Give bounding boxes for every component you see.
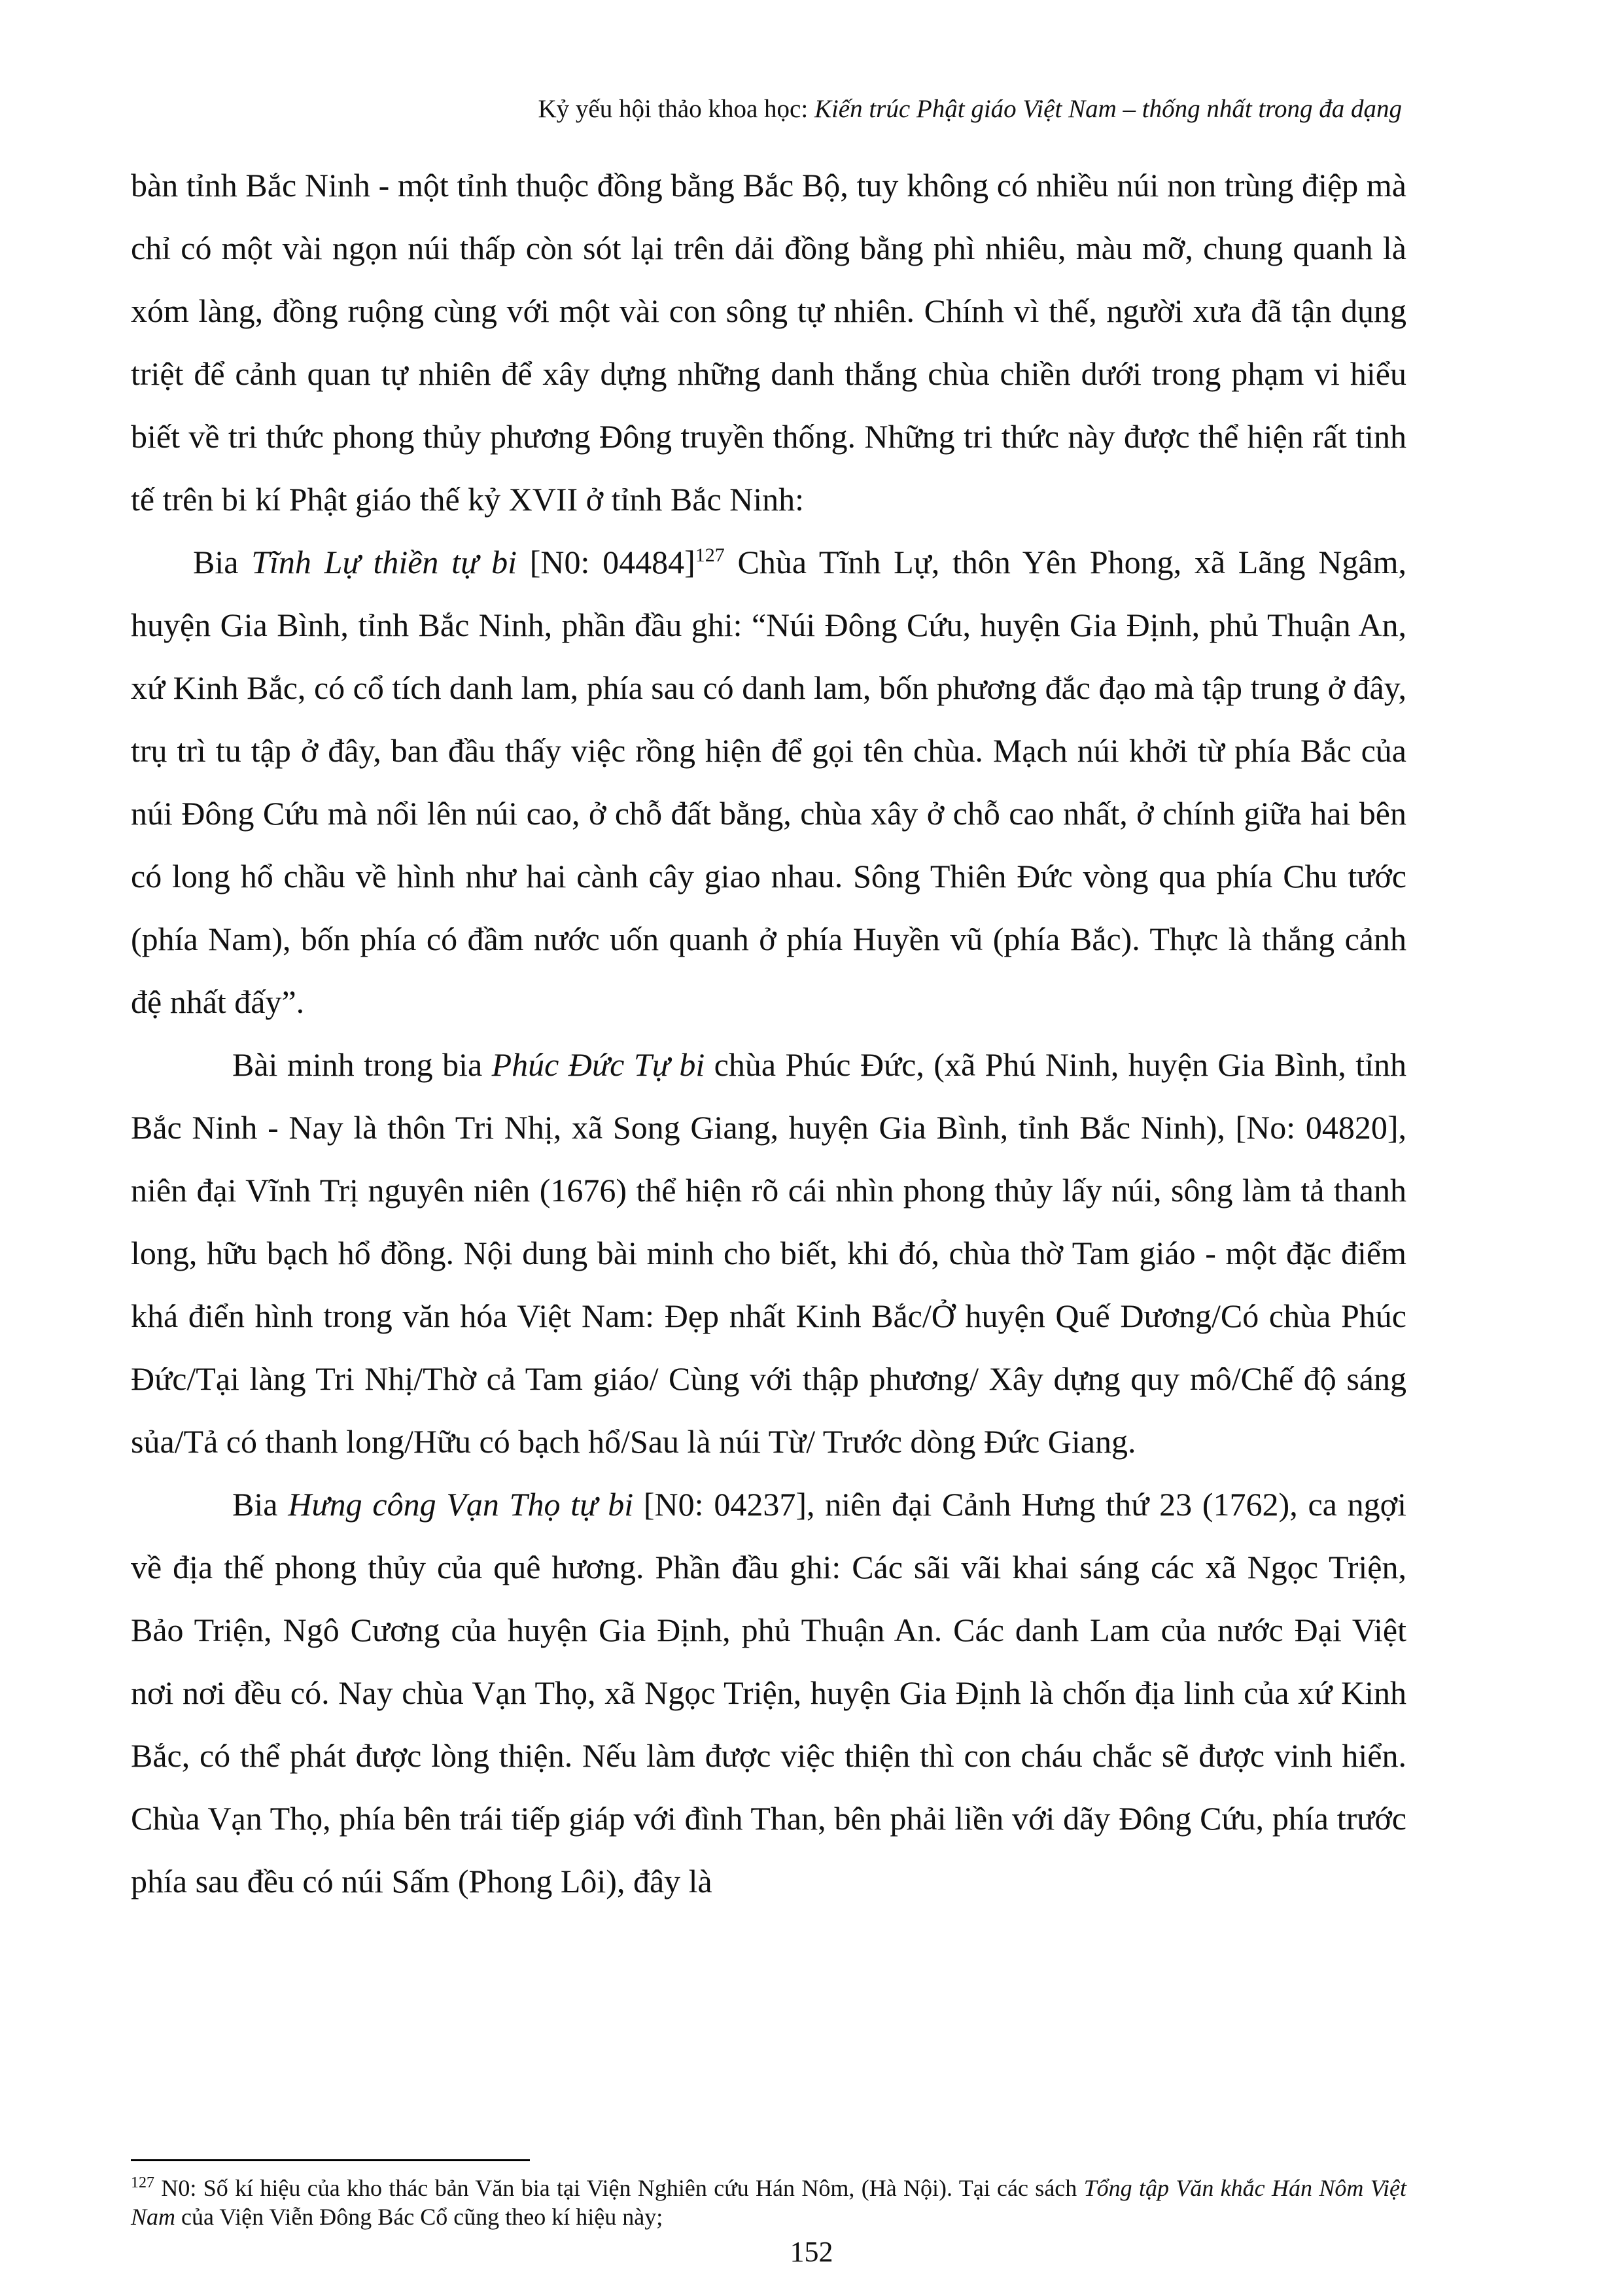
- paragraph-2: [131, 531, 1406, 1033]
- footnote-text-c: của Viện Viễn Đông Bác Cổ cũng theo kí hiệu này;: [175, 2204, 663, 2230]
- stele-title-tinh-lu: Tĩnh Lự thiền tự bi: [251, 544, 517, 580]
- paragraph-4-body: [N0: 04237], niên đại Cảnh Hưng thứ 23 (1762), ca ngợi về địa thế phong thủy của quê hương. Phần đầu ghi: Các sãi vãi khai sáng các xã Ngọc Triện, Bảo Triện, Ngô Cương của huyện Gia Định, phủ Thuận An. Các danh Lam của nước Đại Việt nơi nơi đều có. Nay chùa Vạn Thọ, xã Ngọc Triện, huyện Gia Định là chốn địa linh của xứ Kinh Bắc, có thể phát được lòng thiện. Nếu làm được việc thiện thì con cháu chắc sẽ được vinh hiển. Chùa Vạn Thọ, phía bên trái tiếp giáp với đình Than, bên phải liền với dãy Đông Cứu, phía trước phía sau đều có núi Sấm (Phong Lôi), đây là: [131, 1486, 1406, 1899]
- running-header: [538, 93, 1402, 126]
- paragraph-2-lead: Bia: [193, 544, 252, 580]
- paragraph-3: [131, 1033, 1406, 1473]
- stele-title-van-tho: Hưng công Vạn Thọ tự bi: [288, 1486, 634, 1523]
- header-title: Kiến trúc Phật giáo Việt Nam – thống nhất trong đa dạng: [814, 95, 1402, 123]
- footnote-book-title: Tổng tập Văn khắc Hán Nôm Việt Nam: [131, 2175, 1406, 2230]
- paragraph-4: [131, 1473, 1406, 1913]
- footnote-ref-127: 127: [695, 544, 725, 566]
- paragraph-4-lead: Bia: [232, 1486, 288, 1523]
- footnote-number: 127: [131, 2174, 154, 2191]
- paragraph-3-body: chùa Phúc Đức, (xã Phú Ninh, huyện Gia Bình, tỉnh Bắc Ninh - Nay là thôn Tri Nhị, xã Song Giang, huyện Gia Bình, tỉnh Bắc Ninh), [No: 04820], niên đại Vĩnh Trị nguyên niên (1676) thể hiện rõ cái nhìn phong thủy lấy núi, sông làm tả thanh long, hữu bạch hổ đồng. Nội dung bài minh cho biết, khi đó, chùa thờ Tam giáo - một đặc điểm khá điển hình trong văn hóa Việt Nam: Đẹp nhất Kinh Bắc/Ở huyện Quế Dương/Có chùa Phúc Đức/Tại làng Tri Nhị/Thờ cả Tam giáo/ Cùng với thập phương/ Xây dựng quy mô/Chế độ sáng sủa/Tả có thanh long/Hữu có bạch hổ/Sau là núi Từ/ Trước dòng Đức Giang.: [131, 1046, 1407, 1460]
- stele-title-phuc-duc: Phúc Đức Tự bi: [491, 1046, 705, 1083]
- paragraph-1: bàn tỉnh Bắc Ninh - một tỉnh thuộc đồng bằng Bắc Bộ, tuy không có nhiều núi non trùng điệp mà chỉ có một vài ngọn núi thấp còn sót lại trên dải đồng bằng phì nhiêu, màu mỡ, chung quanh là xóm làng, đồng ruộng cùng với một vài con sông tự nhiên. Chính vì thế, người xưa đã tận dụng triệt để cảnh quan tự nhiên để xây dựng những danh thắng chùa chiền dưới trong phạm vi hiểu biết về tri thức phong thủy phương Đông truyền thống. Những tri thức này được thể hiện rất tinh tế trên bi kí Phật giáo thế kỷ XVII ở tỉnh Bắc Ninh:: [131, 167, 1406, 518]
- paragraph-3-lead: Bài minh trong bia: [232, 1046, 492, 1083]
- page-number: 152: [790, 2236, 833, 2268]
- footnote-separator: [131, 2159, 530, 2161]
- footnote-text-a: N0: Số kí hiệu của kho thác bản Văn bia tại Viện Nghiên cứu Hán Nôm, (Hà Nội). Tại các sách: [154, 2175, 1084, 2201]
- body-text: [131, 154, 1406, 1913]
- header-prefix: Kỷ yếu hội thảo khoa học:: [538, 95, 814, 123]
- footnote-127: [131, 2174, 1406, 2231]
- paragraph-2-code: [N0: 04484]: [516, 544, 695, 580]
- paragraph-2-body: Chùa Tĩnh Lự, thôn Yên Phong, xã Lãng Ngâm, huyện Gia Bình, tỉnh Bắc Ninh, phần đầu ghi: “Núi Đông Cứu, huyện Gia Định, phủ Thuận An, xứ Kinh Bắc, có cổ tích danh lam, phía sau có danh lam, bốn phương đắc đạo mà tập trung ở đây, trụ trì tu tập ở đây, ban đầu thấy việc rồng hiện để gọi tên chùa. Mạch núi khởi từ phía Bắc của núi Đông Cứu mà nổi lên núi cao, ở chỗ đất bằng, chùa xây ở chỗ cao nhất, ở chính giữa hai bên có long hổ chầu về hình như hai cành cây giao nhau. Sông Thiên Đức vòng qua phía Chu tước (phía Nam), bốn phía có đầm nước uốn quanh ở phía Huyền vũ (phía Bắc). Thực là thắng cảnh đệ nhất đấy”.: [131, 544, 1406, 1020]
